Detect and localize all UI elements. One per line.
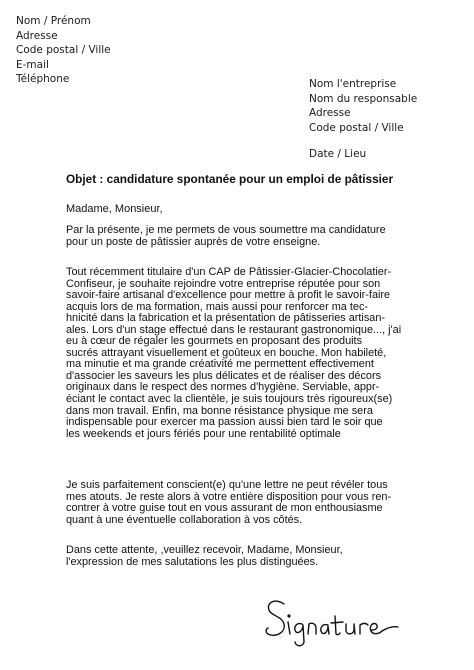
paragraph-line: contrer à votre guise tout en vous assurant de mon enthousiasme — [66, 502, 383, 515]
paragraph-line: ales. Lors d'un stage effectué dans le restaurant gastronomique..., j'ai — [66, 323, 402, 336]
paragraph-line: pour un poste de pâtissier auprès de votre enseigne. — [66, 235, 321, 248]
salutation: Madame, Monsieur, — [66, 203, 163, 215]
sender-email: E-mail — [16, 58, 49, 71]
paragraph-line: sucrés attrayant visuellement et goûteux en bouche. Mon habileté, — [66, 346, 387, 359]
handwritten-signature — [262, 594, 412, 648]
recipient-postcode-city: Code postal / Ville — [309, 121, 404, 134]
paragraph-intro — [66, 225, 386, 248]
paragraph-line: Par la présente, je me permets de vous soumettre ma candidature — [66, 224, 386, 236]
date-place: Date / Lieu — [309, 148, 367, 160]
recipient-company: Nom l'entreprise — [309, 78, 397, 90]
paragraph-availability — [66, 480, 391, 526]
paragraph-line: Confiseur, je souhaite rejoindre votre entreprise réputée pour son — [66, 277, 381, 290]
paragraph-experience — [66, 267, 401, 440]
paragraph-line: les weekends et jours fériés pour une rentabilité optimale — [66, 427, 341, 440]
paragraph-line: l'expression de mes salutations les plus distinguées. — [66, 555, 319, 568]
paragraph-line: Tout récemment titulaire d'un CAP de Pâtissier-Glacier-Chocolatier- — [66, 266, 392, 278]
paragraph-line: dans mon travail. Enfin, ma bonne résistance physique me sera — [66, 404, 373, 417]
paragraph-line: Dans cette attente, ,veuillez recevoir, Madame, Monsieur, — [66, 544, 343, 556]
sender-name: Nom / Prénom — [16, 15, 91, 27]
paragraph-line: savoir-faire artisanal d'excellence pour mettre à profit le savoir-faire — [66, 289, 391, 302]
paragraph-line: d'associer les saveurs les plus délicates et de réaliser des décors — [66, 369, 382, 382]
paragraph-line: quant à une éventuelle collaboration à vos côtés. — [66, 513, 303, 526]
paragraph-line: éciant le contact avec la clientèle, je suis toujours très rigoureux(se) — [66, 393, 393, 406]
sender-phone: Téléphone — [16, 73, 70, 86]
letter-subject: Objet : candidature spontanée pour un emploi de pâtissier — [66, 172, 394, 186]
paragraph-line: mes atouts. Je reste alors à votre entière disposition pour vous ren- — [66, 490, 392, 503]
paragraph-line: ma minutie et ma grande créativité me permettent effectivement — [66, 358, 374, 371]
paragraph-line: acquis lors de ma formation, mais aussi pour renforcer ma tec- — [66, 300, 369, 313]
paragraph-line: hnicité dans la fabrication et la présentation de pâtisseries artisan- — [66, 312, 386, 325]
paragraph-line: eu à cœur de régaler les gourmets en proposant des produits — [66, 335, 363, 348]
paragraph-closing — [66, 545, 343, 568]
recipient-block — [309, 77, 417, 135]
paragraph-line: Je suis parfaitement conscient(e) qu'une lettre ne peut révéler tous — [66, 479, 388, 491]
sender-postcode-city: Code postal / Ville — [16, 44, 111, 57]
recipient-address: Adresse — [309, 107, 351, 120]
sender-block — [16, 14, 111, 87]
recipient-manager: Nom du responsable — [309, 92, 418, 105]
paragraph-line: originaux dans le respect des normes d'hygiène. Serviable, appr- — [66, 381, 380, 394]
paragraph-line: indispensable pour exercer ma passion aussi bien tard le soir que — [66, 416, 383, 429]
sender-address: Adresse — [16, 29, 58, 42]
